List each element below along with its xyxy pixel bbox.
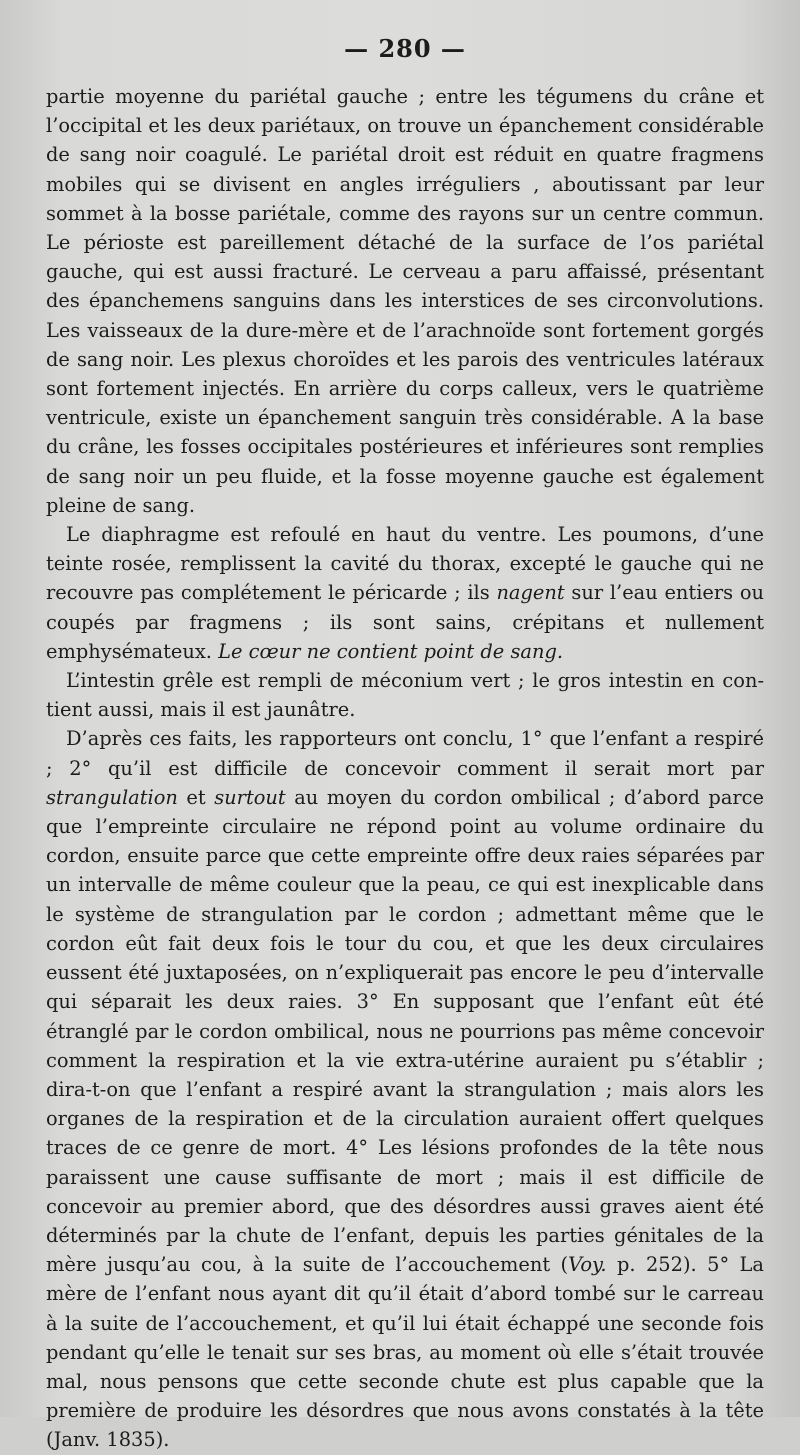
italic-text: Voy.	[568, 1253, 607, 1277]
text-run: et	[177, 785, 215, 809]
italic-text: strangulation	[46, 785, 178, 809]
italic-text: nagent	[496, 581, 565, 605]
text-run: partie moyenne du pariétal gauche ; entre les tégumens du crâne et l’occipital et les deux pariétaux, on trouve un épanchement considérable de sang noir coagulé. Le pariétal droit est réduit en quatre fragmens mobiles qui se divisent en angles irréguliers , aboutissant par leur sommet à la bosse pariétale, comme des rayons sur un centre commun. Le périoste est pareillement détaché de la surface de l’os pariétal gauche, qui est aussi fracturé. Le cerveau a paru affaissé, présentant des épanchemens sanguins dans les interstices de ses circonvolutions. Les vaisseaux de la dure-mère et de l’arachnoïde sont fortement gorgés de sang noir. Les plexus choroïdes et les parois des ventricules latéraux sont fortement injectés. En arrière du corps calleux, vers le quatrième ventricule, existe un épanchement sanguin très considérable. A la base du crâne, les fosses occipitales postérieures et inférieures sont remplies de sang noir un peu fluide, et la fosse moyenne gauche est également pleine de sang.	[46, 85, 764, 517]
text-run: sur l’eau entiers ou coupés par fragmens ; ils sont sains, crépitans et nullement emphysémateux.	[46, 581, 764, 663]
page-number: — 280 —	[344, 34, 466, 63]
body-text	[46, 82, 764, 1455]
text-run: p. 252). 5° La mère de l’enfant nous ayant dit qu’il était d’abord tombé sur le carreau à la suite de l’accouchement, et qu’il lui était échappé une seconde fois pendant qu’elle le tenait sur ses bras, au moment où elle s’était trouvée mal, nous pensons que cette seconde chute est plus capable que la première de produire les désordres que nous avons constatés à la tête (Janv. 1835).	[46, 1253, 764, 1452]
paragraph	[46, 724, 764, 1454]
text-run: Le diaphragme est refoulé en haut du ventre. Les poumons, d’une teinte rosée, remplissent la cavité du thorax, excepté le gauche qui ne recouvre pas complétement le péricarde ; ils	[46, 523, 764, 605]
text-run: L’intestin grêle est rempli de méconium vert ; le gros intestin en contient aussi, mais il est jaunâtre.	[46, 669, 764, 722]
text-run: au moyen du cordon ombilical ; d’abord parce que l’empreinte circulaire ne répond point au volume ordinaire du cordon, ensuite parce que cette empreinte offre deux raies séparées par un intervalle de même couleur que la peau, ce qui est inexplicable dans le système de strangulation par le cordon ; admettant même que le cordon eût fait deux fois le tour du cou, et que les deux circulaires eussent été juxtaposées, on n’expliquerait pas encore le peu d’intervalle qui séparait les deux raies. 3° En supposant que l’enfant eût été étranglé par le cordon ombilical, nous ne pourrions pas même concevoir comment la respiration et la vie extra-utérine auraient pu s’établir ; dira-t-on que l’enfant a respiré avant la strangulation ; mais alors les organes de la respiration et de la circulation auraient offert quelques traces de ce genre de mort. 4° Les lésions profondes de la tête nous paraissent une cause suffisante de mort ; mais il est difficile de concevoir au premier abord, que des désordres aussi graves aient été déterminés par la chute de l’enfant, depuis les parties génitales de la mère jusqu’au cou, à la suite de l’accouchement (	[46, 785, 764, 1277]
italic-text: Le cœur ne contient point de sang.	[218, 639, 564, 663]
paragraph	[46, 82, 764, 520]
paragraph	[46, 520, 764, 666]
text-run: D’après ces faits, les rapporteurs ont conclu, 1° que l’enfant a respiré ; 2° qu’il est difficile de concevoir comment il serait mort par	[46, 727, 764, 780]
italic-text: surtout	[214, 785, 286, 809]
paragraph	[46, 666, 764, 724]
